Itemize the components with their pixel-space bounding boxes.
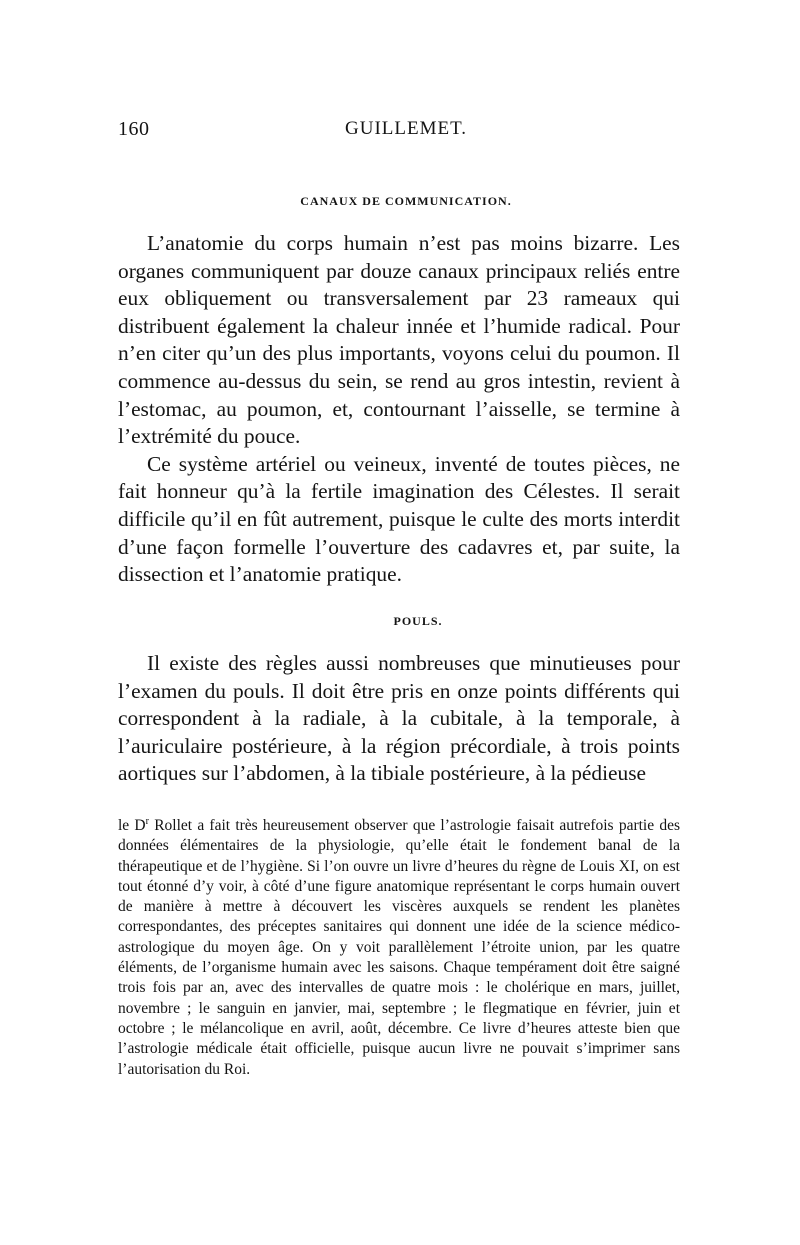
section-body-canaux — [118, 230, 680, 589]
footnote-prefix: le D — [118, 817, 146, 834]
footnote — [118, 816, 680, 1080]
paragraph: Il existe des règles aussi nombreuses que minutieuses pour l’examen du pouls. Il doit être pris en onze points différents qui correspondent à la radiale, à la cubitale, à la temporale, à l’auriculaire postérieure, à la région précordiale, à trois points aortiques sur l’abdomen, à la tibiale postérieure, à la pédieuse — [118, 651, 680, 786]
section-body-pouls — [118, 650, 680, 788]
paragraph: L’anatomie du corps humain n’est pas moins bizarre. Les organes communiquent par douze canaux principaux reliés entre eux obliquement ou transversalement par 23 rameaux qui distribuent également la chaleur innée et l’humide radical. Pour n’en citer qu’un des plus importants, voyons celui du poumon. Il commence au-dessus du sein, se rend au gros intestin, revient à l’estomac, au poumon, et, contournant l’aisselle, se termine à l’extrémité du pouce. — [118, 231, 680, 449]
footnote-body: Rollet a fait très heureusement observer que l’astrologie faisait autrefois partie des données élémentaires de la physiologie, qu’elle était le fondement banal de la thérapeutique et de l’hygiène. Si l’on ouvre un livre d’heures du règne de Louis XI, on est tout étonné d’y voir, à côté d’une figure anatomique représentant le corps humain ouvert de manière à mettre à découvert les viscères auxquels se rendent les planètes correspondantes, des préceptes sanitaires qui donnent une idée de la science médico-astrologique du moyen âge. On y voit parallèlement l’étroite union, par les quatre éléments, de l’organisme humain avec les saisons. Chaque tempérament doit être saigné trois fois par an, avec des intervalles de quatre mois : le cholérique en mars, juillet, novembre ; le sanguin en janvier, mai, septembre ; le flegmatique en février, juin et octobre ; le mélancolique en avril, août, décembre. Ce livre d’heures atteste bien que l’astrologie médicale était officielle, puisque aucun livre ne pouvait s’imprimer sans l’autorisation du Roi. — [118, 817, 680, 1078]
page-number: 160 — [118, 118, 150, 140]
running-title: GUILLEMET. — [345, 118, 468, 139]
footnote-superscript: r — [145, 815, 149, 827]
paragraph: Ce système artériel ou veineux, inventé de toutes pièces, ne fait honneur qu’à la fertile imagination des Célestes. Il serait difficile qu’il en fût autrement, puisque le culte des morts interdit d’une façon formelle l’ouverture des cadavres et, par suite, la dissection et l’anatomie pratique. — [118, 451, 680, 587]
footnote-text — [118, 816, 680, 1080]
section-heading-canaux: CANAUX DE COMMUNICATION. — [300, 194, 512, 208]
section-heading-pouls: POULS. — [393, 614, 443, 628]
running-head — [118, 118, 680, 144]
